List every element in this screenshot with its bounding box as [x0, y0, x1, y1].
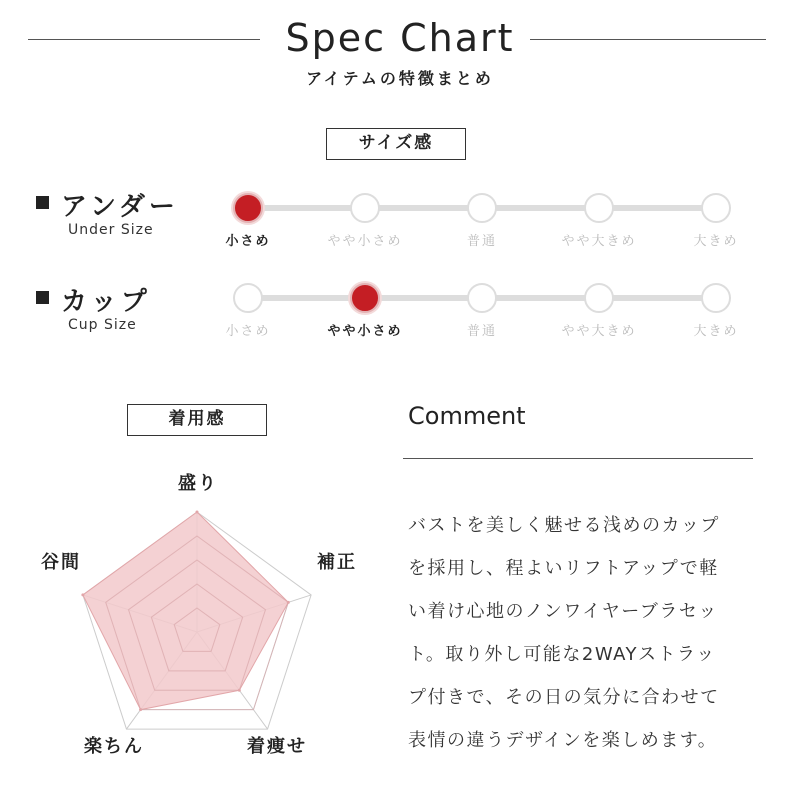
under-size-heading — [36, 186, 179, 238]
radar-axis-label-3: 楽ちん — [84, 736, 144, 757]
comment-rule — [403, 458, 753, 459]
radar-axis-label-0: 盛り — [178, 473, 218, 494]
cup-size-heading — [36, 281, 151, 333]
radar-point-3 — [139, 708, 142, 711]
cup-size-dot-0 — [233, 283, 263, 313]
cup-size-dot-2 — [467, 283, 497, 313]
under-size-name-en: Under Size — [68, 222, 154, 238]
comment-line-5: 表情の違うデザインを楽しめます。 — [408, 730, 718, 751]
under-size-track — [248, 205, 716, 211]
comment-line-3: ト。取り外し可能な2WAYストラッ — [408, 644, 716, 665]
cup-size-option-4: 大きめ — [693, 324, 739, 339]
under-size-name-jp: アンダー — [61, 192, 179, 222]
bullet-square-icon — [36, 196, 49, 209]
under-size-dot-4 — [701, 193, 731, 223]
page-title: Spec Chart — [285, 16, 515, 60]
cup-size-name-jp: カップ — [61, 287, 151, 317]
under-size-option-2: 普通 — [466, 234, 497, 249]
radar-point-2 — [238, 689, 241, 692]
radar-axis-label-1: 補正 — [317, 552, 357, 573]
comment-line-1: を採用し、程よいリフトアップで軽 — [408, 558, 719, 579]
comment-line-4: プ付きで、その日の気分に合わせて — [408, 687, 720, 708]
comment-line-0: バストを美しく魅せる浅めのカップ — [408, 515, 720, 536]
radar-point-0 — [196, 511, 199, 514]
radar-axis-label-4: 谷間 — [41, 552, 81, 573]
cup-size-option-0: 小さめ — [225, 324, 271, 339]
radar-point-4 — [81, 593, 84, 596]
cup-size-dot-3 — [584, 283, 614, 313]
under-size-option-3: やや大きめ — [561, 234, 637, 249]
page-subtitle: アイテムの特徴まとめ — [306, 69, 494, 88]
cup-size-dot-1 — [350, 283, 380, 313]
radar-chart — [30, 470, 360, 770]
fit-section-label: 着用感 — [127, 404, 267, 436]
under-size-dot-1 — [350, 193, 380, 223]
cup-size-option-3: やや大きめ — [561, 324, 637, 339]
radar-axis-label-2: 着痩せ — [247, 736, 307, 757]
under-size-option-1: やや小さめ — [327, 234, 403, 249]
size-section-label: サイズ感 — [326, 128, 466, 160]
under-size-dot-3 — [584, 193, 614, 223]
cup-size-option-2: 普通 — [466, 324, 497, 339]
cup-size-dot-4 — [701, 283, 731, 313]
cup-size-name-en: Cup Size — [68, 317, 137, 333]
bullet-square-icon — [36, 291, 49, 304]
radar-point-1 — [287, 601, 290, 604]
cup-size-track — [248, 295, 716, 301]
comment-line-2: い着け心地のノンワイヤーブラセッ — [408, 601, 718, 622]
under-size-dot-2 — [467, 193, 497, 223]
under-size-option-0: 小さめ — [225, 234, 271, 249]
cup-size-option-1: やや小さめ — [327, 324, 403, 339]
under-size-option-4: 大きめ — [693, 234, 739, 249]
under-size-dot-0 — [233, 193, 263, 223]
comment-title: Comment — [408, 402, 526, 430]
